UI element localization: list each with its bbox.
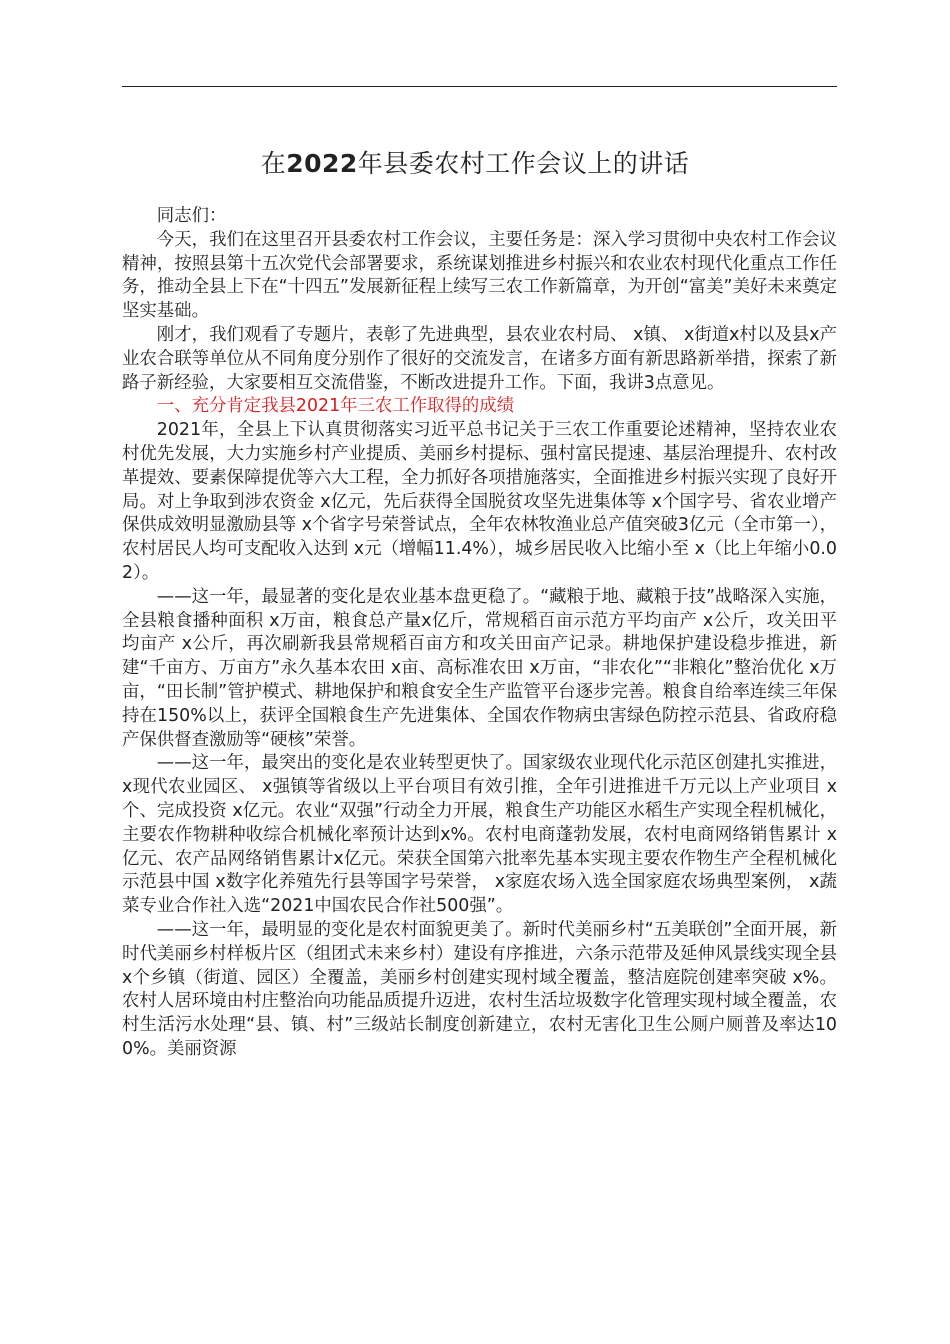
title-suffix: 年县委农村工作会议上的讲话 [357, 149, 690, 178]
intro-paragraph-2: 刚才，我们观看了专题片，表彰了先进典型，县农业农村局、 x镇、 x街道x村以及县x产业农合联等单位从不同角度分别作了很好的交流发言，在诸多方面有新思路新举措，探索了新路子新经验，大家要相互交流借鉴，不断改进提升工作。下面，我讲3点意见。 [122, 324, 837, 393]
document-title [0, 146, 950, 182]
salutation: 同志们： [156, 206, 227, 226]
document-body [122, 205, 837, 1062]
title-year: 2022 [286, 149, 358, 178]
intro-paragraph-1: 今天，我们在这里召开县委农村工作会议，主要任务是：深入学习贯彻中央农村工作会议精神，按照县第十五次党代会部署要求，系统谋划推进乡村振兴和农业农村现代化重点工作任务，推动全县上下在“十四五”发展新征程上续写三农工作新篇章，为开创“富美”美好未来奠定坚实基础。 [122, 229, 837, 322]
section-paragraph-1: 2021年，全县上下认真贯彻落实习近平总书记关于三农工作重要论述精神，坚持农业农村优先发展，大力实施乡村产业提质、美丽乡村提标、强村富民提速、基层治理提升、农村改革提效、要素保障提优等六大工程，全力抓好各项措施落实，全面推进乡村振兴实现了良好开局。对上争取到涉农资金 x亿元，先后获得全国脱贫攻坚先进集体等 x个国字号、省农业增产保供成效明显激励县等 x个省字号荣誉试点，全年农林牧渔业总产值突破3亿元（全市第一），农村居民人均可支配收入达到 x元（增幅11.4%），城乡居民收入比缩小至 x（比上年缩小0.02）。 [122, 420, 837, 583]
section-paragraph-2: ——这一年，最显著的变化是农业基本盘更稳了。“藏粮于地、藏粮于技”战略深入实施，全县粮食播种面积 x万亩，粮食总产量x亿斤，常规稻百亩示范方平均亩产 x公斤，攻关田平均亩产 x公斤，再次刷新我县常规稻百亩方和攻关田亩产记录。耕地保护建设稳步推进，新建“千亩方、万亩方”永久基本农田 x亩、高标准农田 x万亩，“非农化”“非粮化”整治优化 x万亩，“田长制”管护模式、耕地保护和粮食安全生产监管平台逐步完善。粮食自给率连续三年保持在150%以上，获评全国粮食生产先进集体、全国农作物病虫害绿色防控示范县、省政府稳产保供督查激励等“硬核”荣誉。 [122, 586, 837, 750]
section-paragraph-4: ——这一年，最明显的变化是农村面貌更美了。新时代美丽乡村“五美联创”全面开展，新时代美丽乡村样板片区（组团式未来乡村）建设有序推进，六条示范带及延伸风景线实现全县 x个乡镇（街道、园区）全覆盖，美丽乡村创建实现村域全覆盖，整洁庭院创建率突破 x%。农村人居环境由村庄整治向功能品质提升迈进，农村生活垃圾数字化管理实现村域全覆盖，农村生活污水处理“县、镇、村”三级站长制度创新建立，农村无害化卫生公厕户厕普及率达100%。美丽资源 [122, 919, 837, 1059]
section-heading: 一、充分肯定我县2021年三农工作取得的成绩 [156, 396, 515, 417]
header-rule [122, 86, 837, 87]
section-paragraph-3: ——这一年，最突出的变化是农业转型更快了。国家级农业现代化示范区创建扎实推进， x现代农业园区、 x强镇等省级以上平台项目有效引推，全年引进推进千万元以上产业项目 x个、完成投资 x亿元。农业“双强”行动全力开展，粮食生产功能区水稻生产实现全程机械化，主要农作物耕种收综合机械化率预计达到x%。农村电商蓬勃发展，农村电商网络销售累计 x亿元、农产品网络销售累计x亿元。荣获全国第六批率先基本实现主要农作物生产全程机械化示范县中国 x数字化养殖先行县等国字号荣誉， x家庭农场入选全国家庭农场典型案例， x蔬菜专业合作社入选“2021中国农民合作社500强”。 [122, 753, 837, 917]
title-prefix: 在 [260, 149, 287, 178]
